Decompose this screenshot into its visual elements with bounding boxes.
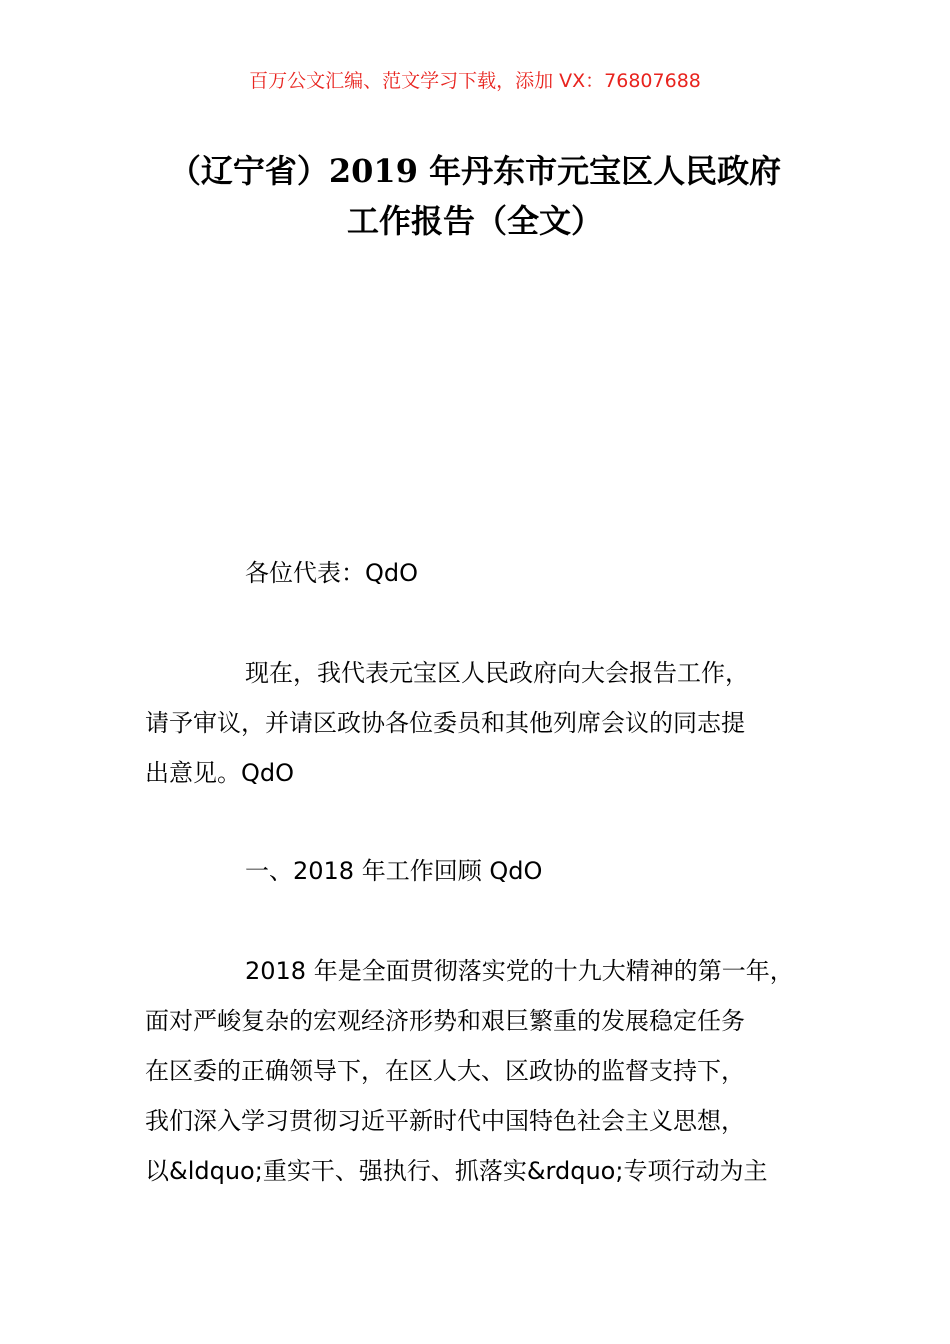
- document-title-line-2: 工作报告（全文）: [346, 202, 603, 240]
- document-title-line-1: （辽宁省）2019 年丹东市元宝区人民政府: [168, 152, 782, 190]
- review-line: 在区委的正确领导下，在区人大、区政协的监督支持下，: [145, 1057, 745, 1085]
- greeting-paragraph: [145, 548, 825, 598]
- review-line: 2018 年是全面贯彻落实党的十九大精神的第一年，: [245, 957, 794, 985]
- intro-line: 出意见。QdO: [145, 759, 295, 787]
- greeting-line: 各位代表：QdO: [245, 559, 419, 587]
- review-line: 我们深入学习贯彻习近平新时代中国特色社会主义思想，: [145, 1107, 745, 1135]
- intro-line: 现在，我代表元宝区人民政府向大会报告工作，: [245, 659, 749, 687]
- review-line: 面对严峻复杂的宏观经济形势和艰巨繁重的发展稳定任务: [145, 1007, 745, 1035]
- review-line: 以&ldquo;重实干、强执行、抓落实&rdquo;专项行动为主: [145, 1157, 768, 1185]
- header-banner: 百万公文汇编、范文学习下载，添加 VX：76807688: [249, 70, 701, 92]
- intro-line: 请予审议，并请区政协各位委员和其他列席会议的同志提: [145, 709, 745, 737]
- section-heading-text: 一、2018 年工作回顾 QdO: [245, 857, 543, 885]
- intro-paragraph: [145, 648, 825, 798]
- review-paragraph: [145, 946, 825, 1196]
- document-title: [0, 146, 950, 246]
- section-heading: [145, 846, 825, 896]
